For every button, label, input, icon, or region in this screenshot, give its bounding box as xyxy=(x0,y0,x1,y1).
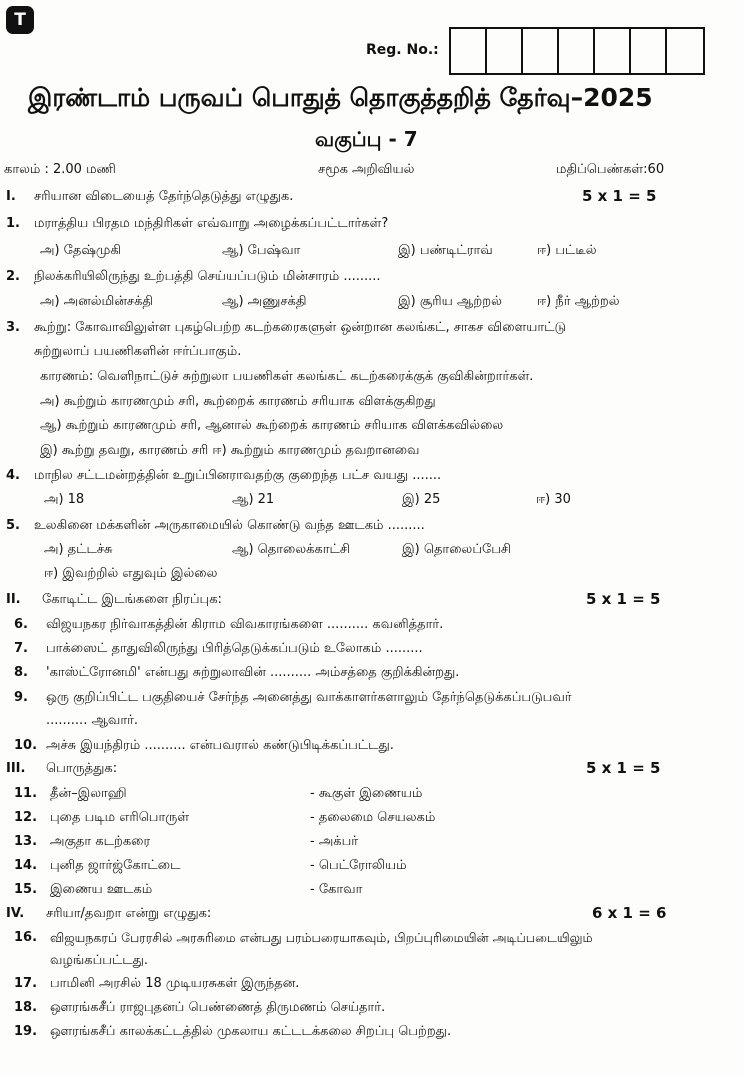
section-number: IV. xyxy=(6,906,25,921)
option: அ) அனல்மின்சக்தி xyxy=(40,294,154,309)
option: இ) பண்டிட்ராவ் xyxy=(398,243,493,258)
match-right: - அக்பர் xyxy=(310,834,359,849)
section-number: II. xyxy=(6,592,21,607)
option: ஈ) பட்டீல் xyxy=(537,243,597,258)
question-text-cont: சுற்றுலாப் பயணிகளின் ஈர்ப்பாகும். xyxy=(34,344,242,359)
option: ஈ) நீர் ஆற்றல் xyxy=(537,294,620,309)
reg-no-box xyxy=(595,29,631,73)
option: இ) தொலைப்பேசி xyxy=(402,542,512,557)
match-left: அகுதா கடற்கரை xyxy=(50,834,151,849)
reg-no-box xyxy=(667,29,703,73)
question-text: நிலக்கரியிலிருந்து உற்பத்தி செய்யப்படும் மின்சாரம் ......... xyxy=(34,269,381,284)
question-text: 'காஸ்ட்ரோனமி' என்பது சுற்றுலாவின் .......... அம்சத்தை குறிக்கின்றது. xyxy=(46,665,460,680)
question-text-cont: .......... ஆவார். xyxy=(46,713,139,728)
reg-no-box xyxy=(451,29,487,73)
section-heading: பொருத்துக: xyxy=(46,761,118,776)
section-marks: 5 x 1 = 5 xyxy=(582,187,657,205)
reg-no-label: Reg. No.: xyxy=(366,42,439,58)
paper-code-badge: T xyxy=(6,6,34,34)
question-number: 19. xyxy=(14,1024,38,1039)
section-number: III. xyxy=(6,761,26,776)
question-number: 8. xyxy=(14,665,28,680)
reason-text: காரணம்: வெளிநாட்டுச் சுற்றுலா பயணிகள் கலங்கட் கடற்கரைக்குக் குவிகின்றார்கள். xyxy=(40,369,534,384)
question-text: ஔரங்கசீப் ராஜபுதனப் பெண்ணைத் திருமணம் செய்தார். xyxy=(50,1000,386,1015)
option: ஆ) 21 xyxy=(232,492,275,507)
question-number: 14. xyxy=(14,858,38,873)
question-number: 6. xyxy=(14,617,28,632)
question-number: 2. xyxy=(6,269,20,284)
reg-no-box xyxy=(523,29,559,73)
reg-no-box xyxy=(631,29,667,73)
match-left: இணைய ஊடகம் xyxy=(50,882,153,897)
question-number: 13. xyxy=(14,834,38,849)
option: ஆ) தொலைக்காட்சி xyxy=(232,542,351,557)
match-left: புதை படிம எரிபொருள் xyxy=(50,810,190,825)
question-number: 1. xyxy=(6,216,20,231)
question-text: பாக்ஸைட் தாதுவிலிருந்து பிரித்தெடுக்கப்படும் உலோகம் ......... xyxy=(46,641,423,656)
option: ஆ) அணுசக்தி xyxy=(222,294,307,309)
exam-time: காலம் : 2.00 மணி xyxy=(4,162,116,177)
question-number: 18. xyxy=(14,1000,38,1015)
question-number: 15. xyxy=(14,882,38,897)
match-right: - தலைமை செயலகம் xyxy=(310,810,436,825)
option: இ) கூற்று தவறு, காரணம் சரி ஈ) கூற்றும் காரணமும் தவறானவை xyxy=(40,443,420,458)
reg-no-boxes xyxy=(449,27,705,75)
exam-title: இரண்டாம் பருவப் பொதுத் தொகுத்தறித் தேர்வு–2025 xyxy=(28,83,653,112)
option: இ) 25 xyxy=(402,492,441,507)
option: அ) தட்டச்சு xyxy=(44,542,113,557)
question-text: ஔரங்கசீப் காலக்கட்டத்தில் முகலாய கட்டடக்கலை சிறப்பு பெற்றது. xyxy=(50,1024,452,1039)
question-text: மராத்திய பிரதம மந்திரிகள் எவ்வாறு அழைக்கப்பட்டார்கள்? xyxy=(34,216,389,231)
question-text: அச்சு இயந்திரம் .......... என்பவரால் கண்டுபிடிக்கப்பட்டது. xyxy=(46,738,394,753)
question-number: 11. xyxy=(14,786,38,801)
match-left: தீன்–இலாஹி xyxy=(50,786,127,801)
question-text: பாமினி அரசில் 18 முடியரசுகள் இருந்தன. xyxy=(50,976,300,991)
class-label: வகுப்பு - 7 xyxy=(315,127,418,151)
question-number: 7. xyxy=(14,641,28,656)
section-marks: 6 x 1 = 6 xyxy=(592,904,667,922)
question-number: 3. xyxy=(6,320,20,335)
question-number: 4. xyxy=(6,468,20,483)
section-marks: 5 x 1 = 5 xyxy=(586,759,661,777)
section-heading: கோடிட்ட இடங்களை நிரப்புக: xyxy=(42,592,222,607)
question-text: விஜயநகர நிர்வாகத்தின் கிராம விவகாரங்களை .......... கவனித்தார். xyxy=(46,617,444,632)
question-number: 10. xyxy=(14,738,38,753)
question-number: 5. xyxy=(6,518,20,533)
option: ஈ) 30 xyxy=(536,492,571,507)
match-right: - கோவா xyxy=(310,882,363,897)
question-text: கூற்று: கோவாவிலுள்ள புகழ்பெற்ற கடற்கரைகளுள் ஒன்றான கலங்கட், சாகச விளையாட்டு xyxy=(34,320,567,335)
option: ஆ) கூற்றும் காரணமும் சரி, ஆனால் கூற்றைக் காரணம் சரியாக விளக்கவில்லை xyxy=(40,418,504,433)
section-number: I. xyxy=(6,189,16,204)
option: அ) தேஷ்முகி xyxy=(40,243,121,258)
match-right: - கூகுள் இணையம் xyxy=(310,786,423,801)
option: அ) 18 xyxy=(44,492,85,507)
option: இ) சூரிய ஆற்றல் xyxy=(398,294,502,309)
section-heading: சரியான விடையைத் தேர்ந்தெடுத்து எழுதுக. xyxy=(34,189,294,204)
question-text: மாநில சட்டமன்றத்தின் உறுப்பினராவதற்கு குறைந்த பட்ச வயது ....... xyxy=(34,468,442,483)
option: ஆ) பேஷ்வா xyxy=(222,243,301,258)
subject-name: சமூக அறிவியல் xyxy=(318,162,415,177)
question-text: உலகினை மக்களின் அருகாமையில் கொண்டு வந்த ஊடகம் ......... xyxy=(34,518,425,533)
question-text: விஜயநகரப் பேரரசில் அரசுரிமை என்பது பரம்பரையாகவும், பிறப்புரிமையின் அடிப்படையிலும் xyxy=(50,930,593,945)
max-marks: மதிப்பெண்கள்:60 xyxy=(556,162,665,177)
match-left: புனித ஜார்ஜ்கோட்டை xyxy=(50,858,181,873)
question-number: 12. xyxy=(14,810,38,825)
question-number: 9. xyxy=(14,690,28,705)
question-text: ஒரு குறிப்பிட்ட பகுதியைச் சேர்ந்த அனைத்து வாக்காளர்களாலும் தேர்ந்தெடுக்கப்படுபவர் xyxy=(46,690,572,705)
option: அ) கூற்றும் காரணமும் சரி, கூற்றைக் காரணம் சரியாக விளக்குகிறது xyxy=(40,394,436,409)
question-text-cont: வழங்கப்பட்டது. xyxy=(50,953,149,968)
section-marks: 5 x 1 = 5 xyxy=(586,590,661,608)
question-number: 17. xyxy=(14,976,38,991)
section-heading: சரியா/தவறா என்று எழுதுக: xyxy=(46,906,212,921)
match-right: - பெட்ரோலியம் xyxy=(310,858,407,873)
question-number: 16. xyxy=(14,930,38,945)
reg-no-box xyxy=(559,29,595,73)
reg-no-box xyxy=(487,29,523,73)
option: ஈ) இவற்றில் எதுவும் இல்லை xyxy=(44,566,218,581)
